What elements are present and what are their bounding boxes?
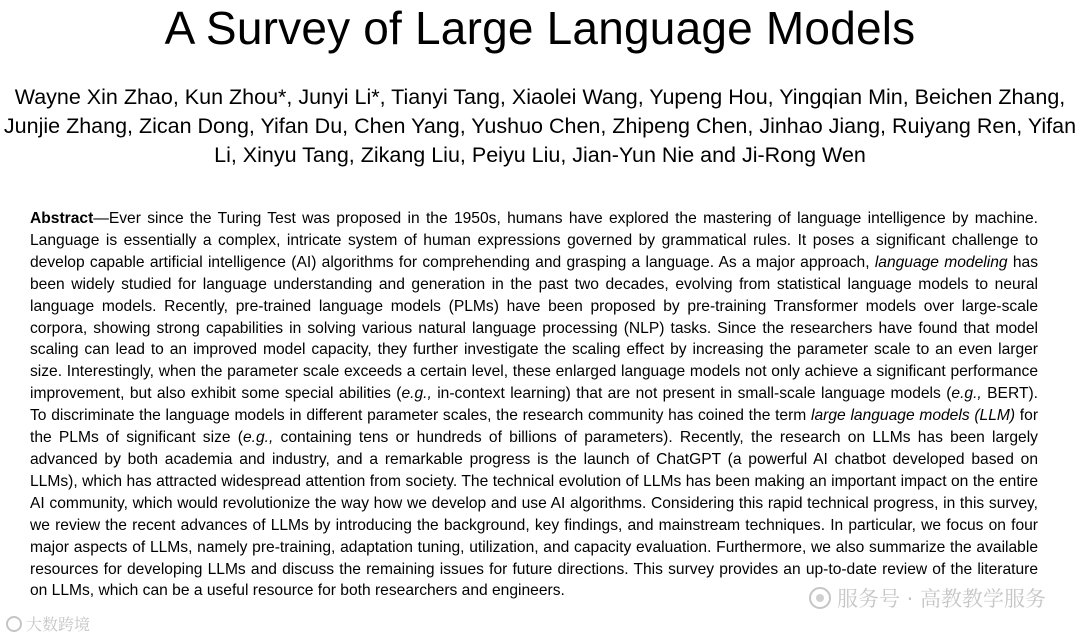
abstract-text-4: BERT). To discriminate the language models in different parameter scales, the research community has coined the term bbox=[30, 385, 1038, 425]
watermark-logo-icon bbox=[6, 616, 22, 632]
abstract bbox=[30, 208, 1038, 602]
abstract-text-5: for the PLMs of significant size ( bbox=[30, 407, 1039, 447]
abstract-emphasis-4: large language models (LLM) bbox=[811, 407, 1016, 425]
abstract-label: Abstract bbox=[30, 210, 94, 227]
abstract-emphasis-2: e.g., bbox=[401, 385, 432, 403]
watermark-left bbox=[6, 612, 90, 635]
abstract-text-1: —Ever since the Turing Test was proposed in the 1950s, humans have explored the mastering of language intelligence by machine. Language is essentially a complex, intricate system of human expressions governed by grammatical rules. It poses a significant challenge to develop capable artificial intelligence (AI) algorithms for comprehending and grasping a language. As a major approach, bbox=[30, 210, 1038, 271]
watermark-right-text: 服务号 · 高教教学服务 bbox=[836, 587, 1046, 611]
abstract-text-2: has been widely studied for language understanding and generation in the past two decades, evolving from statistical language models to neural language models. Recently, pre-trained language models (PLMs) have been proposed by pre-training Transformer models over large-scale corpora, showing strong capabilities in solving various natural language processing (NLP) tasks. Since the researchers have found that model scaling can lead to an improved model capacity, they further investigate the scaling effect by increasing the parameter scale to an even larger size. Interestingly, when the parameter scale exceeds a certain level, these enlarged language models not only achieve a significant performance improvement, but also exhibit some special abilities ( bbox=[30, 253, 1038, 403]
abstract-emphasis-5: e.g., bbox=[242, 429, 274, 447]
author-list: Wayne Xin Zhao, Kun Zhou*, Junyi Li*, Tianyi Tang, Xiaolei Wang, Yupeng Hou, Yingqian Min, Beichen Zhang, Junjie Zhang, Zican Dong, Yifan Du, Chen Yang, Yushuo Chen, Zhipeng Chen, Jinhao Jiang, Ruiyang Ren, Yifan Li, Xinyu Tang, Zikang Liu, Peiyu Liu, Jian-Yun Nie and Ji-Rong Wen bbox=[3, 85, 1077, 167]
abstract-text-3: in-context learning) that are not present in small-scale language models ( bbox=[431, 385, 952, 403]
abstract-emphasis-1: language modeling bbox=[874, 253, 1008, 271]
paper-title: A Survey of Large Language Models bbox=[164, 2, 916, 54]
abstract-emphasis-3: e.g., bbox=[951, 385, 982, 403]
watermark-left-text: 大数跨境 bbox=[26, 615, 91, 634]
abstract-text-6: containing tens or hundreds of billions of parameters). Recently, the research on LLMs has been largely advanced by both academia and industry, and a remarkable progress is the launch of ChatGPT (a powerful AI chatbot developed based on LLMs), which has attracted widespread attention from society. The technical evolution of LLMs has been making an important impact on the entire AI community, which would revolutionize the way how we develop and use AI algorithms. Considering this rapid technical progress, in this survey, we review the recent advances of LLMs by introducing the background, key findings, and mainstream techniques. In particular, we focus on four major aspects of LLMs, namely pre-training, adaptation tuning, utilization, and capacity evaluation. Furthermore, we also summarize the available resources for developing LLMs and discuss the remaining issues for future directions. This survey provides an up-to-date review of the literature on LLMs, which can be a useful resource for both researchers and engineers. bbox=[30, 429, 1038, 600]
